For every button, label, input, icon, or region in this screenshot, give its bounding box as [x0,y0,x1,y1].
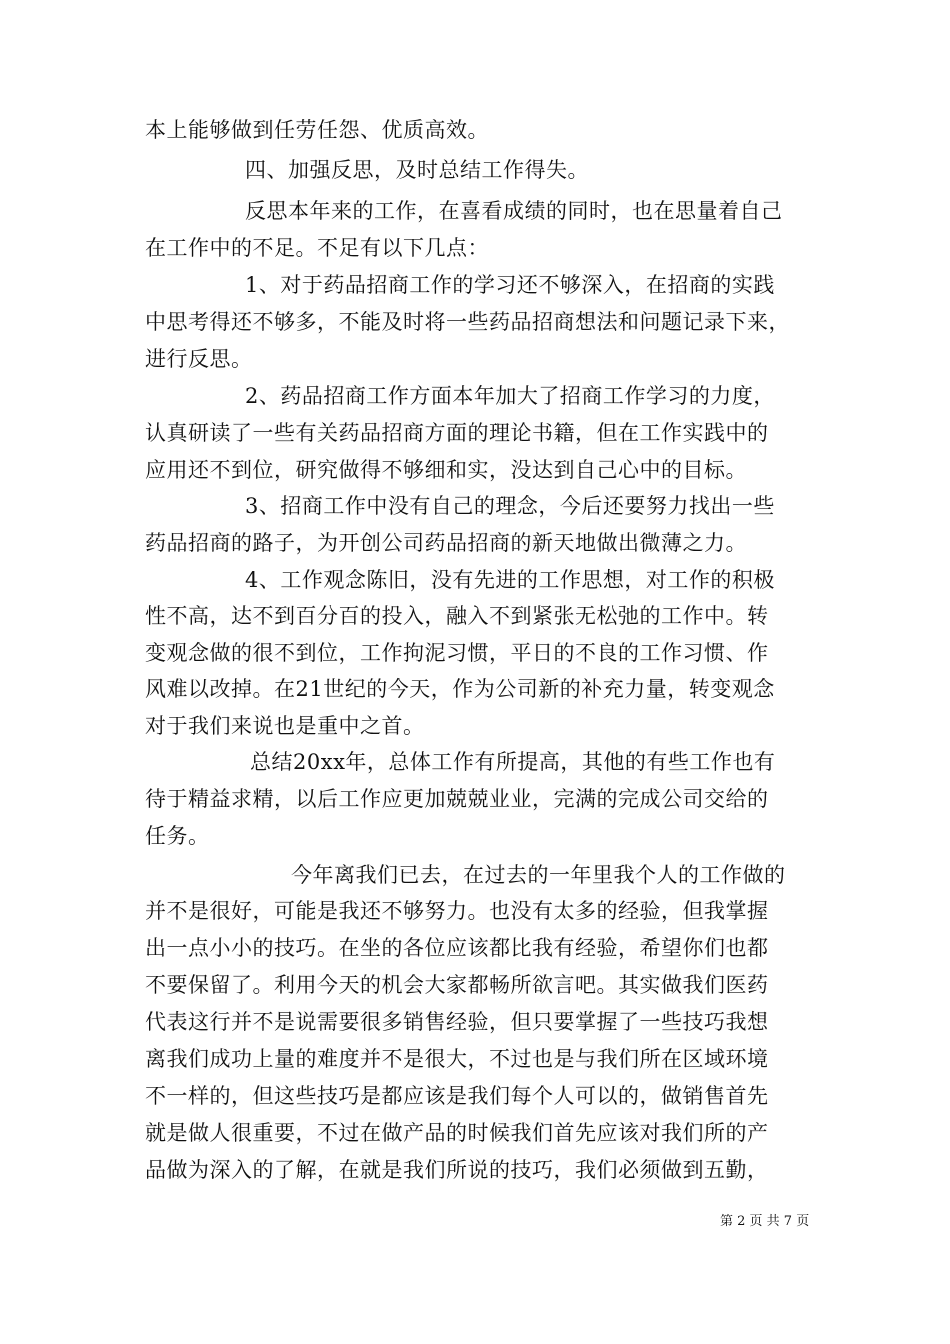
text-line: 离我们成功上量的难度并不是很大，不过也是与我们所在区域环境 [145,1047,769,1071]
text-line: 对于我们来说也是重中之首。 [145,714,425,738]
text-line: 就是做人很重要，不过在做产品的时候我们首先应该对我们所的产 [145,1121,769,1145]
text-line: 进行反思。 [145,347,253,371]
text-line: 3、招商工作中没有自己的理念，今后还要努力找出一些 [245,494,775,518]
text-line: 代表这行并不是说需要很多销售经验，但只要掌握了一些技巧我想 [145,1010,769,1034]
text-line: 在工作中的不足。不足有以下几点： [145,236,489,260]
page-number-footer: 第 2 页 共 7 页 [720,1214,810,1229]
text-line: 4、工作观念陈旧，没有先进的工作思想，对工作的积极 [245,568,775,592]
text-line: 反思本年来的工作，在喜看成绩的同时，也在思量着自己 [245,199,783,223]
text-line: 总结20xx年，总体工作有所提高，其他的有些工作也有 [250,750,776,774]
text-line: 今年离我们已去，在过去的一年里我个人的工作做的 [291,863,786,887]
text-line: 认真研读了一些有关药品招商方面的理论书籍，但在工作实践中的 [145,421,769,445]
text-line: 药品招商的路子，为开创公司药品招商的新天地做出微薄之力。 [145,531,747,555]
text-line: 待于精益求精，以后工作应更加兢兢业业，完满的完成公司交给的 [145,787,769,811]
text-line: 性不高，达不到百分百的投入，融入不到紧张无松弛的工作中。转 [145,604,769,628]
text-line: 风难以改掉。在21世纪的今天，作为公司新的补充力量，转变观念 [145,677,775,701]
text-line: 应用还不到位，研究做得不够细和实，没达到自己心中的目标。 [145,458,747,482]
text-line: 任务。 [145,824,210,848]
text-line: 四、加强反思，及时总结工作得失。 [245,158,589,182]
text-line: 1、对于药品招商工作的学习还不够深入，在招商的实践 [245,273,775,297]
text-line: 并不是很好，可能是我还不够努力。也没有太多的经验，但我掌握 [145,899,769,923]
text-line: 品做为深入的了解，在就是我们所说的技巧，我们必须做到五勤， [145,1158,769,1182]
text-line: 不要保留了。利用今天的机会大家都畅所欲言吧。其实做我们医药 [145,973,769,997]
text-line: 出一点小小的技巧。在坐的各位应该都比我有经验，希望你们也都 [145,936,769,960]
text-line: 本上能够做到任劳任怨、优质高效。 [145,118,489,142]
text-line: 中思考得还不够多，不能及时将一些药品招商想法和问题记录下来， [145,310,790,334]
text-line: 变观念做的很不到位，工作拘泥习惯，平日的不良的工作习惯、作 [145,641,769,665]
text-line: 2、药品招商工作方面本年加大了招商工作学习的力度， [245,384,775,408]
text-line: 不一样的，但这些技巧是都应该是我们每个人可以的，做销售首先 [145,1084,769,1108]
